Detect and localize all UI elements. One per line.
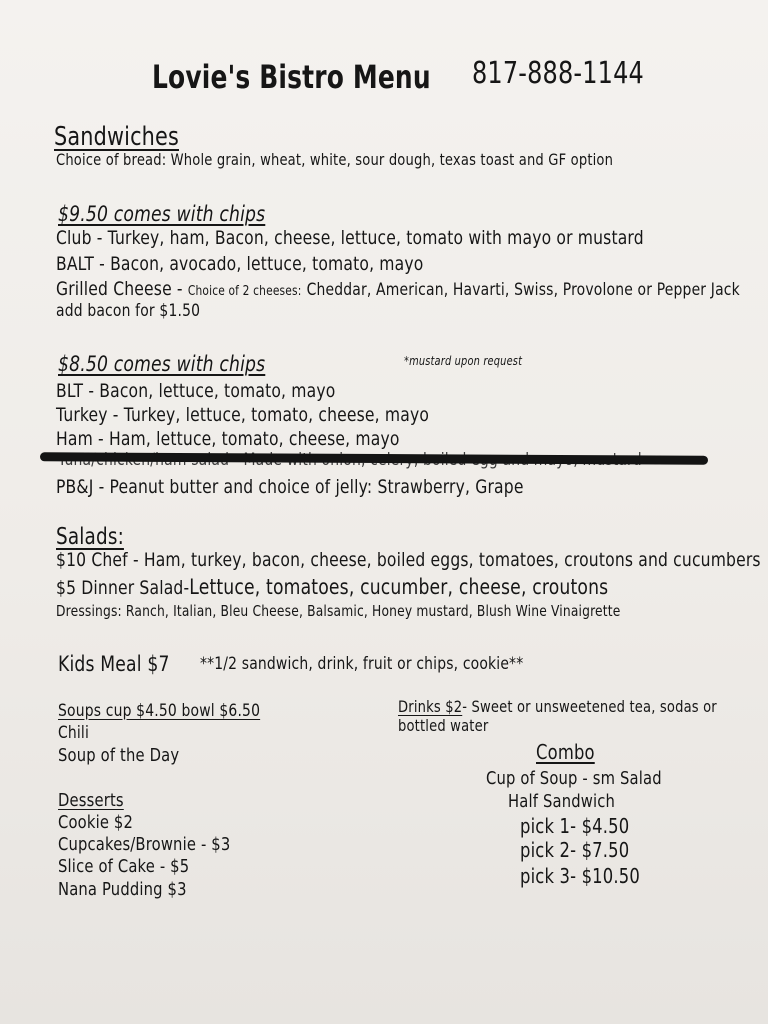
soup-item-day: Soup of the Day: [58, 745, 180, 766]
chef-salad-item: $10 Chef - Ham, turkey, bacon, cheese, boiled eggs, tomatoes, croutons and cucumbers: [56, 549, 761, 571]
dessert-item-cake: Slice of Cake - $5: [58, 856, 190, 877]
dessert-item-cookie: Cookie $2: [58, 812, 134, 833]
drinks-line-1: [398, 697, 717, 716]
drinks-desc: - Sweet or unsweetened tea, sodas or: [462, 697, 717, 716]
dinner-salad-items: Lettuce, tomatoes, cucumber, cheese, croutons: [189, 575, 609, 599]
salads-heading: Salads:: [56, 524, 124, 550]
blt-item: BLT - Bacon, lettuce, tomato, mayo: [56, 380, 336, 402]
price-group-850: $8.50 comes with chips: [58, 352, 266, 376]
grilled-cheese-item: [56, 278, 740, 300]
kids-meal-desc: **1/2 sandwich, drink, fruit or chips, cookie**: [200, 654, 524, 674]
bread-note: Choice of bread: Whole grain, wheat, white, sour dough, texas toast and GF option: [56, 150, 614, 169]
pbj-item: PB&J - Peanut butter and choice of jelly: Strawberry, Grape: [56, 476, 524, 498]
club-item: Club - Turkey, ham, Bacon, cheese, lettuce, tomato with mayo or mustard: [56, 227, 644, 249]
dinner-salad-prefix: $5 Dinner Salad-: [56, 577, 190, 599]
grilled-cheese-prefix: Grilled Cheese -: [56, 278, 183, 300]
combo-pick-1: pick 1- $4.50: [520, 814, 630, 838]
balt-item: BALT - Bacon, avocado, lettuce, tomato, mayo: [56, 253, 424, 275]
dressings-list: Dressings: Ranch, Italian, Bleu Cheese, Balsamic, Honey mustard, Blush Wine Vinaigrette: [56, 602, 621, 620]
soup-item-chili: Chili: [58, 723, 90, 743]
combo-line-2: Half Sandwich: [508, 791, 616, 812]
combo-pick-2: pick 2- $7.50: [520, 838, 630, 862]
price-group-950: $9.50 comes with chips: [58, 202, 266, 226]
menu-title: Lovie's Bistro Menu: [152, 58, 431, 96]
sandwiches-heading: Sandwiches: [54, 122, 179, 152]
desserts-heading: Desserts: [58, 790, 124, 811]
dessert-item-pudding: Nana Pudding $3: [58, 879, 187, 900]
drinks-line-2: bottled water: [398, 716, 489, 735]
mustard-note: *mustard upon request: [404, 354, 523, 368]
drinks-label: Drinks $2: [398, 697, 463, 716]
dessert-item-cupcakes: Cupcakes/Brownie - $3: [58, 834, 231, 855]
phone-number: 817-888-1144: [472, 56, 644, 91]
turkey-item: Turkey - Turkey, lettuce, tomato, cheese, mayo: [56, 404, 430, 426]
grilled-cheese-choice: Choice of 2 cheeses:: [187, 284, 302, 299]
ham-item: Ham - Ham, lettuce, tomato, cheese, mayo: [56, 428, 400, 450]
grilled-cheese-options: Cheddar, American, Havarti, Swiss, Provolone or Pepper Jack: [306, 280, 740, 300]
soups-heading: Soups cup $4.50 bowl $6.50: [58, 701, 261, 721]
combo-heading: Combo: [536, 740, 595, 764]
dinner-salad-item: [56, 575, 608, 599]
combo-pick-3: pick 3- $10.50: [520, 864, 640, 888]
add-bacon-note: add bacon for $1.50: [56, 301, 201, 321]
kids-meal-label: Kids Meal $7: [58, 652, 170, 676]
combo-line-1: Cup of Soup - sm Salad: [486, 768, 662, 789]
